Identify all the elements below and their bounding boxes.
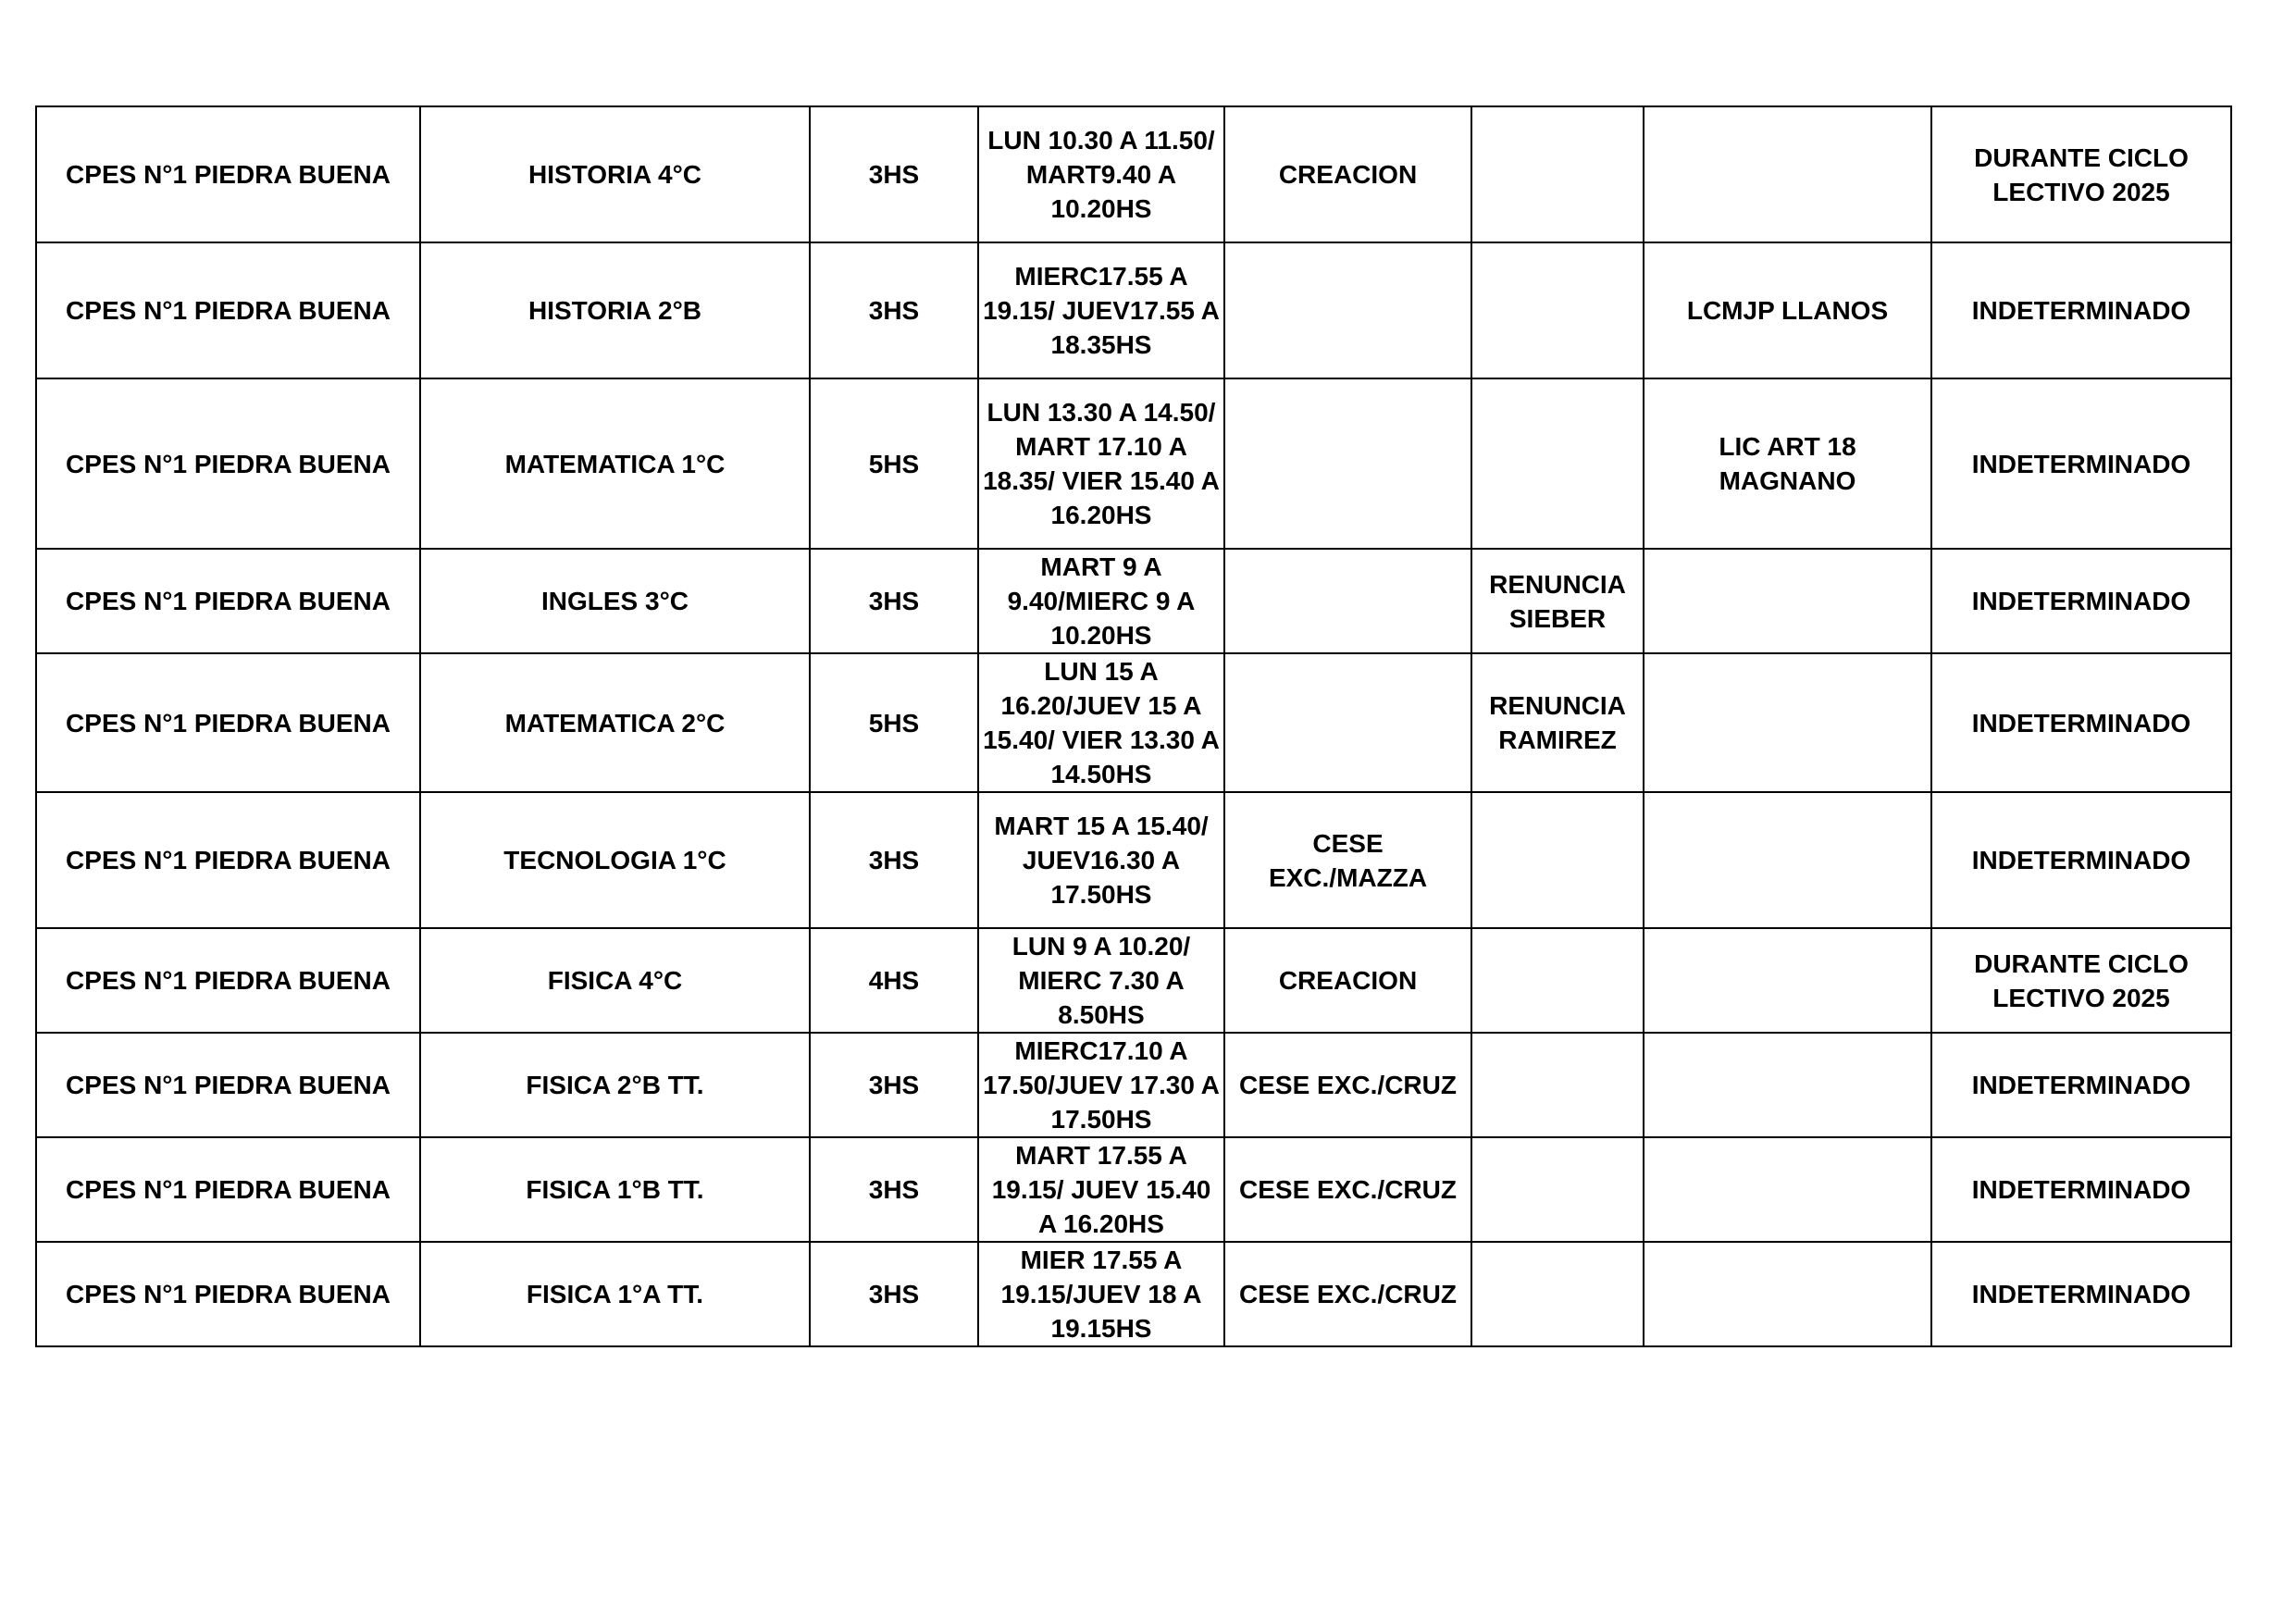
school-cell: CPES N°1 PIEDRA BUENA <box>36 242 420 378</box>
table-row <box>36 653 2231 792</box>
duration-cell: INDETERMINADO <box>1931 1033 2231 1137</box>
vacancy-cell <box>1471 1033 1644 1137</box>
vacancy-table <box>35 105 2232 1347</box>
duration-cell: INDETERMINADO <box>1931 792 2231 928</box>
duration-cell: INDETERMINADO <box>1931 378 2231 549</box>
cause-cell <box>1224 549 1471 653</box>
leave-cell <box>1644 653 1931 792</box>
leave-cell <box>1644 1137 1931 1242</box>
vacancy-cell: RENUNCIA SIEBER <box>1471 549 1644 653</box>
table-row <box>36 1033 2231 1137</box>
school-cell: CPES N°1 PIEDRA BUENA <box>36 1242 420 1346</box>
leave-cell: LCMJP LLANOS <box>1644 242 1931 378</box>
subject-cell: FISICA 4°C <box>420 928 810 1033</box>
schedule-cell: MIER 17.55 A 19.15/JUEV 18 A 19.15HS <box>978 1242 1224 1346</box>
duration-cell: INDETERMINADO <box>1931 1137 2231 1242</box>
vacancy-cell <box>1471 928 1644 1033</box>
vacancy-cell <box>1471 242 1644 378</box>
schedule-cell: MART 15 A 15.40/ JUEV16.30 A 17.50HS <box>978 792 1224 928</box>
table-row <box>36 106 2231 242</box>
schedule-cell: LUN 9 A 10.20/ MIERC 7.30 A 8.50HS <box>978 928 1224 1033</box>
school-cell: CPES N°1 PIEDRA BUENA <box>36 378 420 549</box>
hours-cell: 3HS <box>810 549 978 653</box>
schedule-cell: LUN 13.30 A 14.50/ MART 17.10 A 18.35/ VIER 15.40 A 16.20HS <box>978 378 1224 549</box>
table-row <box>36 378 2231 549</box>
subject-cell: INGLES 3°C <box>420 549 810 653</box>
hours-cell: 5HS <box>810 653 978 792</box>
hours-cell: 3HS <box>810 242 978 378</box>
hours-cell: 4HS <box>810 928 978 1033</box>
cause-cell <box>1224 242 1471 378</box>
cause-cell: CREACION <box>1224 928 1471 1033</box>
school-cell: CPES N°1 PIEDRA BUENA <box>36 1033 420 1137</box>
hours-cell: 3HS <box>810 792 978 928</box>
duration-cell: DURANTE CICLO LECTIVO 2025 <box>1931 928 2231 1033</box>
subject-cell: HISTORIA 4°C <box>420 106 810 242</box>
table-row <box>36 242 2231 378</box>
school-cell: CPES N°1 PIEDRA BUENA <box>36 106 420 242</box>
vacancy-cell <box>1471 378 1644 549</box>
leave-cell <box>1644 792 1931 928</box>
leave-cell <box>1644 549 1931 653</box>
schedule-cell: MART 9 A 9.40/MIERC 9 A 10.20HS <box>978 549 1224 653</box>
school-cell: CPES N°1 PIEDRA BUENA <box>36 653 420 792</box>
hours-cell: 3HS <box>810 106 978 242</box>
subject-cell: HISTORIA 2°B <box>420 242 810 378</box>
cause-cell: CESE EXC./CRUZ <box>1224 1242 1471 1346</box>
duration-cell: INDETERMINADO <box>1931 549 2231 653</box>
leave-cell <box>1644 1033 1931 1137</box>
cause-cell <box>1224 653 1471 792</box>
leave-cell <box>1644 1242 1931 1346</box>
table-row <box>36 1242 2231 1346</box>
schedule-cell: LUN 15 A 16.20/JUEV 15 A 15.40/ VIER 13.30 A 14.50HS <box>978 653 1224 792</box>
school-cell: CPES N°1 PIEDRA BUENA <box>36 549 420 653</box>
school-cell: CPES N°1 PIEDRA BUENA <box>36 928 420 1033</box>
cause-cell <box>1224 378 1471 549</box>
school-cell: CPES N°1 PIEDRA BUENA <box>36 792 420 928</box>
schedule-cell: MIERC17.10 A 17.50/JUEV 17.30 A 17.50HS <box>978 1033 1224 1137</box>
subject-cell: FISICA 2°B TT. <box>420 1033 810 1137</box>
schedule-cell: MART 17.55 A 19.15/ JUEV 15.40 A 16.20HS <box>978 1137 1224 1242</box>
vacancy-cell: RENUNCIA RAMIREZ <box>1471 653 1644 792</box>
hours-cell: 3HS <box>810 1242 978 1346</box>
cause-cell: CESE EXC./MAZZA <box>1224 792 1471 928</box>
vacancy-cell <box>1471 1242 1644 1346</box>
leave-cell <box>1644 928 1931 1033</box>
duration-cell: INDETERMINADO <box>1931 1242 2231 1346</box>
subject-cell: MATEMATICA 1°C <box>420 378 810 549</box>
leave-cell: LIC ART 18 MAGNANO <box>1644 378 1931 549</box>
subject-cell: FISICA 1°B TT. <box>420 1137 810 1242</box>
cause-cell: CESE EXC./CRUZ <box>1224 1033 1471 1137</box>
schedule-cell: MIERC17.55 A 19.15/ JUEV17.55 A 18.35HS <box>978 242 1224 378</box>
table-row <box>36 1137 2231 1242</box>
vacancy-cell <box>1471 792 1644 928</box>
subject-cell: MATEMATICA 2°C <box>420 653 810 792</box>
table-row <box>36 549 2231 653</box>
vacancy-cell <box>1471 1137 1644 1242</box>
duration-cell: INDETERMINADO <box>1931 242 2231 378</box>
duration-cell: DURANTE CICLO LECTIVO 2025 <box>1931 106 2231 242</box>
subject-cell: FISICA 1°A TT. <box>420 1242 810 1346</box>
schedule-cell: LUN 10.30 A 11.50/ MART9.40 A 10.20HS <box>978 106 1224 242</box>
table-row <box>36 792 2231 928</box>
school-cell: CPES N°1 PIEDRA BUENA <box>36 1137 420 1242</box>
hours-cell: 5HS <box>810 378 978 549</box>
duration-cell: INDETERMINADO <box>1931 653 2231 792</box>
leave-cell <box>1644 106 1931 242</box>
hours-cell: 3HS <box>810 1137 978 1242</box>
subject-cell: TECNOLOGIA 1°C <box>420 792 810 928</box>
vacancy-cell <box>1471 106 1644 242</box>
cause-cell: CREACION <box>1224 106 1471 242</box>
table-row <box>36 928 2231 1033</box>
hours-cell: 3HS <box>810 1033 978 1137</box>
cause-cell: CESE EXC./CRUZ <box>1224 1137 1471 1242</box>
